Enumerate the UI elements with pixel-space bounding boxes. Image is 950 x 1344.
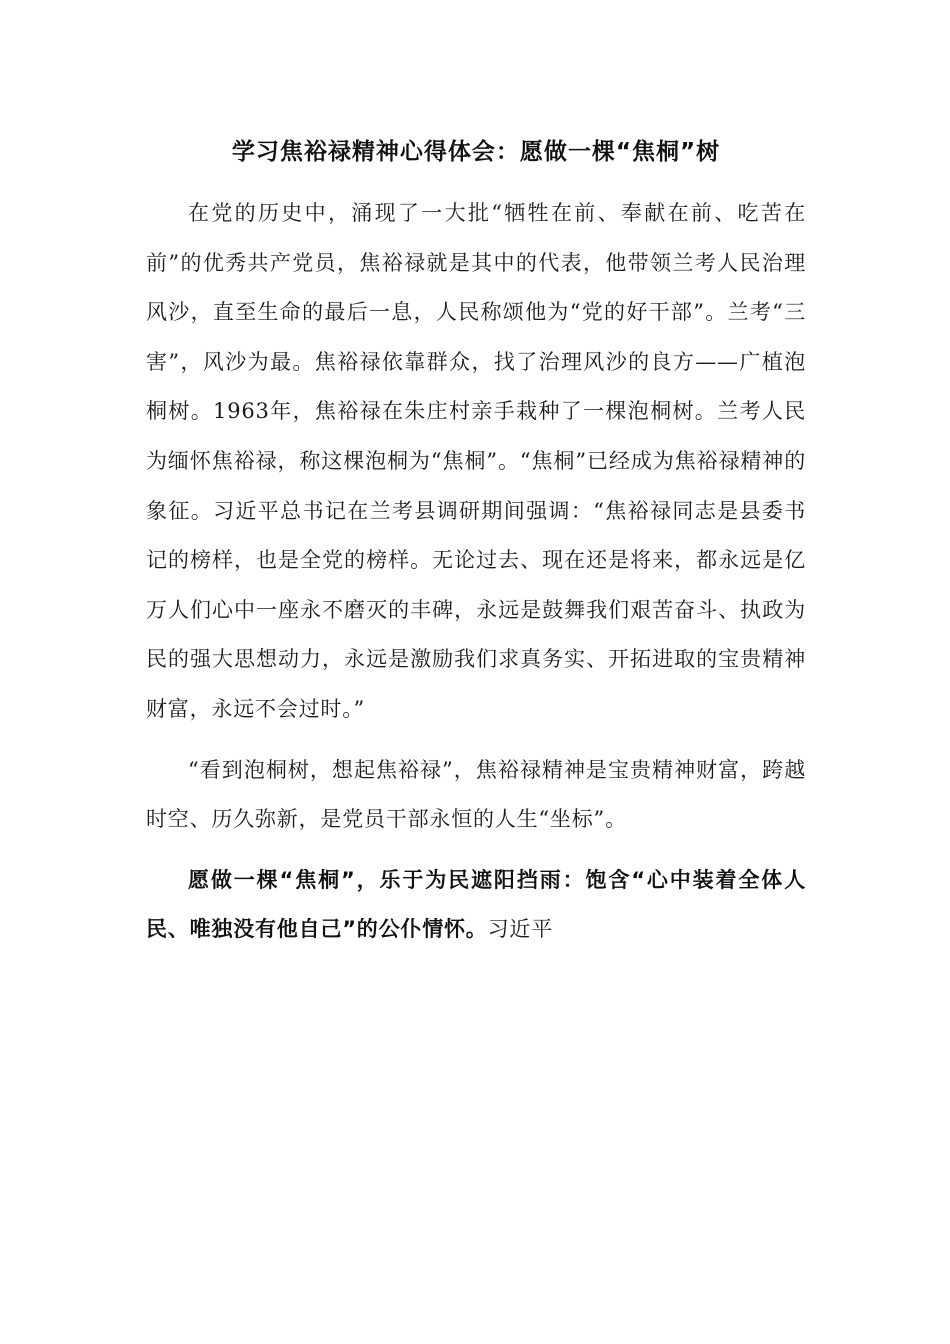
paragraph-1: 在党的历史中，涌现了一大批“牺牲在前、奉献在前、吃苦在前”的优秀共产党员，焦裕禄就是其中的代表，他带领兰考人民治理风沙，直至生命的最后一息，人民称颂他为“党的好干部”。兰考“三害”，风沙为最。焦裕禄依靠群众，找了治理风沙的良方——广植泡桐树。1963年，焦裕禄在朱庄村亲手栽种了一棵泡桐树。兰考人民为缅怀焦裕禄，称这棵泡桐为“焦桐”。“焦桐”已经成为焦裕禄精神的象征。习近平总书记在兰考县调研期间强调：“焦裕禄同志是县委书记的榜样，也是全党的榜样。无论过去、现在还是将来，都永远是亿万人们心中一座永不磨灭的丰碑，永远是鼓舞我们艰苦奋斗、执政为民的强大思想动力，永远是激励我们求真务实、开拓进取的宝贵精神财富，永远不会过时。”: [146, 201, 806, 721]
section-paragraph: [146, 856, 806, 955]
paragraph-2: “看到泡桐树，想起焦裕禄”，焦裕禄精神是宝贵精神财富，跨越时空、历久弥新，是党员干部永恒的人生“坐标”。: [146, 757, 806, 832]
section-heading: 愿做一棵“焦桐”，乐于为民遮阳挡雨：饱含“心中装着全体人民、唯独没有他自己”的公仆情怀。: [146, 867, 806, 942]
document-title: 学习焦裕禄精神心得体会：愿做一棵“焦桐”树: [231, 139, 721, 165]
section-trailing-text: 习近平: [487, 917, 554, 942]
document-body: [146, 128, 806, 955]
